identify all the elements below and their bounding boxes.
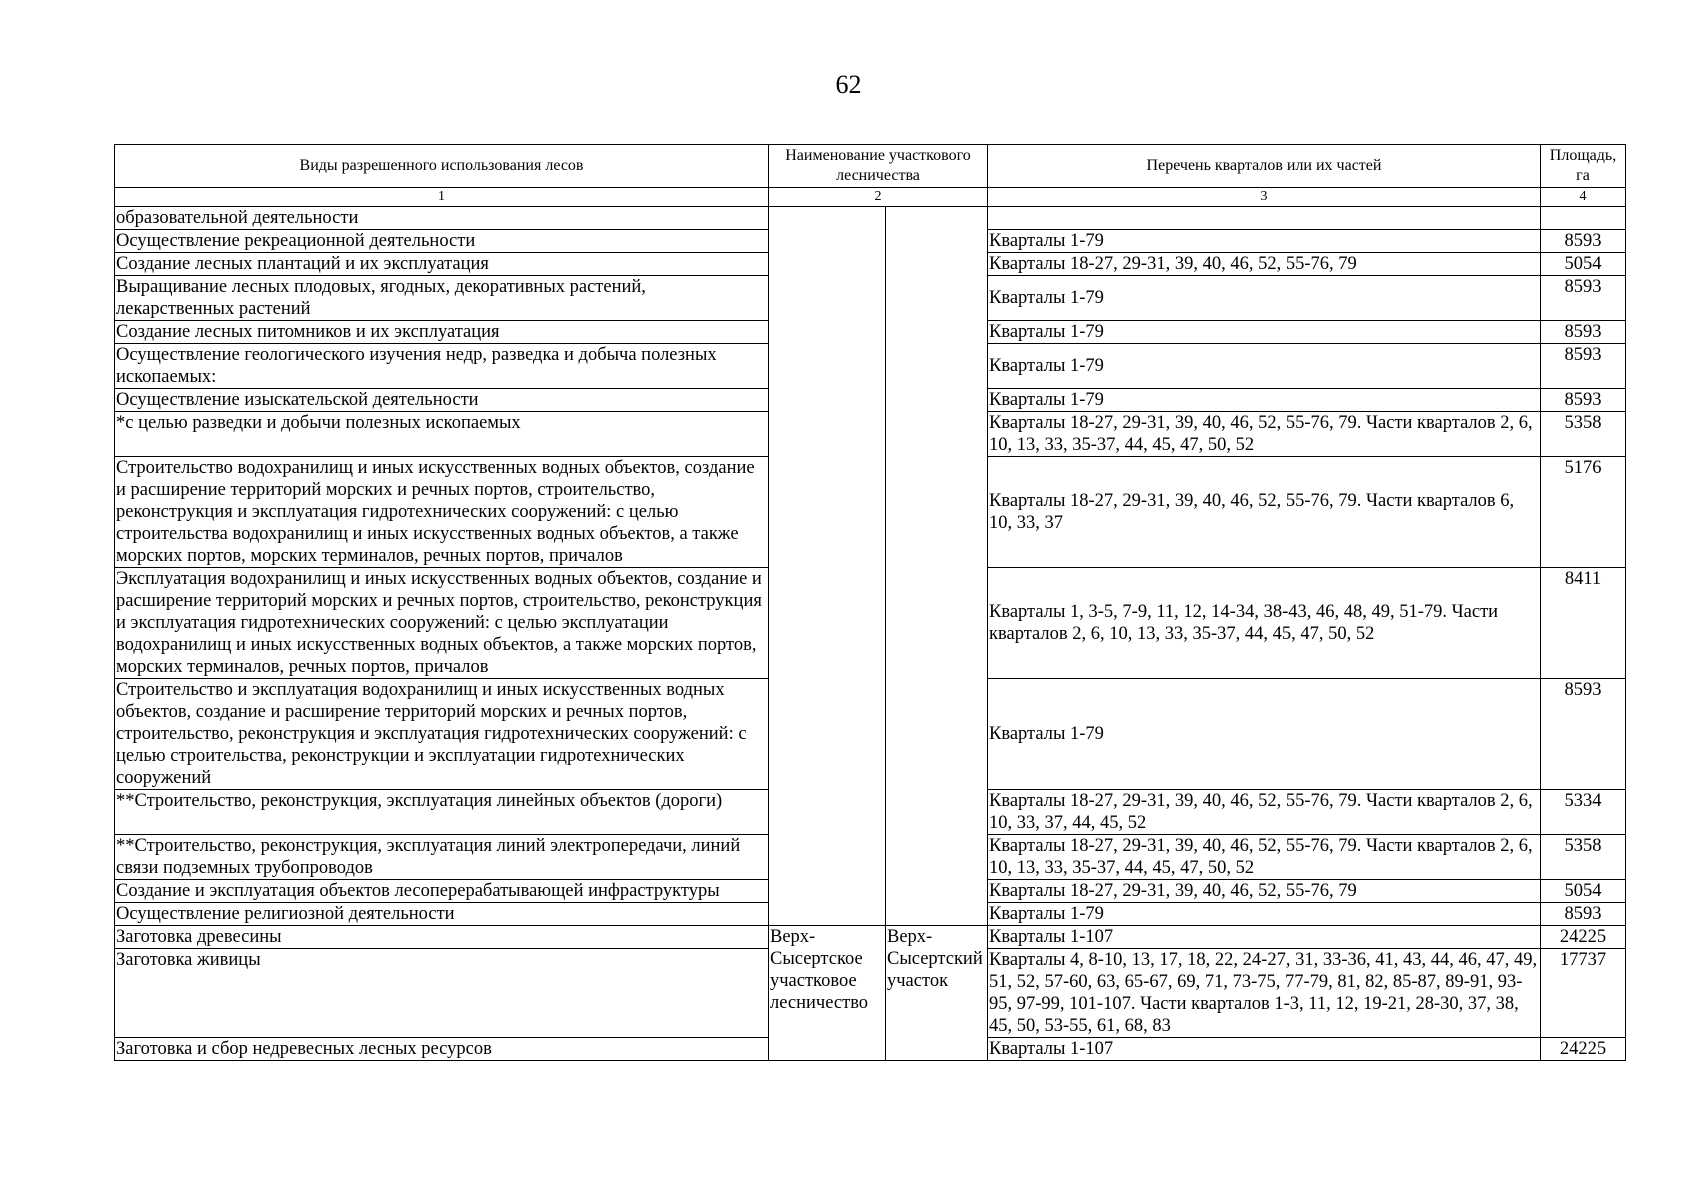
forest-use-table xyxy=(114,144,1626,1061)
lesnichestvo-cell-empty xyxy=(769,207,886,926)
area-cell: 24225 xyxy=(1541,1038,1626,1061)
use-type-cell: **Строительство, реконструкция, эксплуатация линейных объектов (дороги) xyxy=(115,790,769,835)
lesnichestvo-name-cell: Верх-Сысертское участковое лесничество xyxy=(769,926,886,1061)
area-cell: 8593 xyxy=(1541,230,1626,253)
column-number: 1 xyxy=(115,188,769,207)
use-type-cell: Осуществление рекреационной деятельности xyxy=(115,230,769,253)
area-cell: 24225 xyxy=(1541,926,1626,949)
quarters-cell: Кварталы 18-27, 29-31, 39, 40, 46, 52, 55-76, 79 xyxy=(988,880,1541,903)
uchastok-name-cell: Верх-Сысертский участок xyxy=(886,926,988,1061)
area-cell: 8593 xyxy=(1541,679,1626,790)
quarters-cell xyxy=(988,207,1541,230)
area-cell: 5358 xyxy=(1541,835,1626,880)
column-number: 2 xyxy=(769,188,988,207)
area-cell: 8593 xyxy=(1541,389,1626,412)
quarters-cell: Кварталы 1-79 xyxy=(988,344,1541,389)
use-type-cell: Заготовка живицы xyxy=(115,949,769,1038)
table-header-row xyxy=(115,145,1626,188)
area-cell: 17737 xyxy=(1541,949,1626,1038)
use-type-cell: Осуществление изыскательской деятельности xyxy=(115,389,769,412)
table-row xyxy=(115,207,1626,230)
area-cell: 8593 xyxy=(1541,344,1626,389)
area-cell: 5054 xyxy=(1541,880,1626,903)
header-quarters: Перечень кварталов или их частей xyxy=(988,145,1541,188)
quarters-cell: Кварталы 18-27, 29-31, 39, 40, 46, 52, 55-76, 79. Части кварталов 2, 6, 10, 13, 33, 35-37, 44, 45, 47, 50, 52 xyxy=(988,835,1541,880)
quarters-cell: Кварталы 1, 3-5, 7-9, 11, 12, 14-34, 38-43, 46, 48, 49, 51-79. Части кварталов 2, 6, 10, 13, 33, 35-37, 44, 45, 47, 50, 52 xyxy=(988,568,1541,679)
quarters-cell: Кварталы 1-79 xyxy=(988,679,1541,790)
use-type-cell: Заготовка и сбор недревесных лесных ресурсов xyxy=(115,1038,769,1061)
area-cell: 8593 xyxy=(1541,321,1626,344)
quarters-cell: Кварталы 1-107 xyxy=(988,926,1541,949)
area-cell: 5334 xyxy=(1541,790,1626,835)
use-type-cell: **Строительство, реконструкция, эксплуатация линий электропередачи, линий связи подземных трубопроводов xyxy=(115,835,769,880)
use-type-cell: Эксплуатация водохранилищ и иных искусственных водных объектов, создание и расширение территорий морских и речных портов, строительство, реконструкция и эксплуатация гидротехнических сооружений: с целью эксплуатации водохранилищ и иных искусственных водных объектов, а также морских портов, морских терминалов, речных портов, причалов xyxy=(115,568,769,679)
area-cell: 8593 xyxy=(1541,276,1626,321)
use-type-cell: Создание и эксплуатация объектов лесоперерабатывающей инфраструктуры xyxy=(115,880,769,903)
table-row xyxy=(115,926,1626,949)
quarters-cell: Кварталы 1-79 xyxy=(988,230,1541,253)
use-type-cell: Создание лесных питомников и их эксплуатация xyxy=(115,321,769,344)
header-lesnichestvo: Наименование участкового лесничества xyxy=(769,145,988,188)
quarters-cell: Кварталы 18-27, 29-31, 39, 40, 46, 52, 55-76, 79. Части кварталов 2, 6, 10, 13, 33, 35-37, 44, 45, 47, 50, 52 xyxy=(988,412,1541,457)
area-cell: 8411 xyxy=(1541,568,1626,679)
quarters-cell: Кварталы 1-79 xyxy=(988,903,1541,926)
use-type-cell: образовательной деятельности xyxy=(115,207,769,230)
area-cell xyxy=(1541,207,1626,230)
area-cell: 5358 xyxy=(1541,412,1626,457)
column-number: 4 xyxy=(1541,188,1626,207)
uchastok-cell-empty xyxy=(886,207,988,926)
use-type-cell: Осуществление религиозной деятельности xyxy=(115,903,769,926)
quarters-cell: Кварталы 1-79 xyxy=(988,321,1541,344)
area-cell: 5176 xyxy=(1541,457,1626,568)
quarters-cell: Кварталы 4, 8-10, 13, 17, 18, 22, 24-27, 31, 33-36, 41, 43, 44, 46, 47, 49, 51, 52, 57-60, 63, 65-67, 69, 71, 73-75, 77-79, 81, 82, 85-87, 89-91, 93-95, 97-99, 101-107. Части кварталов 1-3, 11, 12, 19-21, 28-30, 37, 38, 45, 50, 53-55, 61, 68, 83 xyxy=(988,949,1541,1038)
use-type-cell: Заготовка древесины xyxy=(115,926,769,949)
use-type-cell: Создание лесных плантаций и их эксплуатация xyxy=(115,253,769,276)
use-type-cell: Выращивание лесных плодовых, ягодных, декоративных растений, лекарственных растений xyxy=(115,276,769,321)
quarters-cell: Кварталы 18-27, 29-31, 39, 40, 46, 52, 55-76, 79. Части кварталов 6, 10, 33, 37 xyxy=(988,457,1541,568)
use-type-cell: Осуществление геологического изучения недр, разведка и добыча полезных ископаемых: xyxy=(115,344,769,389)
header-area: Площадь, га xyxy=(1541,145,1626,188)
quarters-cell: Кварталы 1-107 xyxy=(988,1038,1541,1061)
quarters-cell: Кварталы 1-79 xyxy=(988,389,1541,412)
column-number-row xyxy=(115,188,1626,207)
quarters-cell: Кварталы 18-27, 29-31, 39, 40, 46, 52, 55-76, 79 xyxy=(988,253,1541,276)
column-number: 3 xyxy=(988,188,1541,207)
page-number: 62 xyxy=(835,70,862,99)
area-cell: 8593 xyxy=(1541,903,1626,926)
area-cell: 5054 xyxy=(1541,253,1626,276)
quarters-cell: Кварталы 18-27, 29-31, 39, 40, 46, 52, 55-76, 79. Части кварталов 2, 6, 10, 33, 37, 44, 45, 52 xyxy=(988,790,1541,835)
use-type-cell: Строительство водохранилищ и иных искусственных водных объектов, создание и расширение территорий морских и речных портов, строительство, реконструкция и эксплуатация гидротехнических сооружений: с целью строительства водохранилищ и иных искусственных водных объектов, а также морских портов, морских терминалов, речных портов, причалов xyxy=(115,457,769,568)
use-type-cell: Строительство и эксплуатация водохранилищ и иных искусственных водных объектов, создание и расширение территорий морских и речных портов, строительство, реконструкция и эксплуатация гидротехнических сооружений: с целью строительства, реконструкции и эксплуатации гидротехнических сооружений xyxy=(115,679,769,790)
quarters-cell: Кварталы 1-79 xyxy=(988,276,1541,321)
use-type-cell: *с целью разведки и добычи полезных ископаемых xyxy=(115,412,769,457)
header-use-type: Виды разрешенного использования лесов xyxy=(115,145,769,188)
